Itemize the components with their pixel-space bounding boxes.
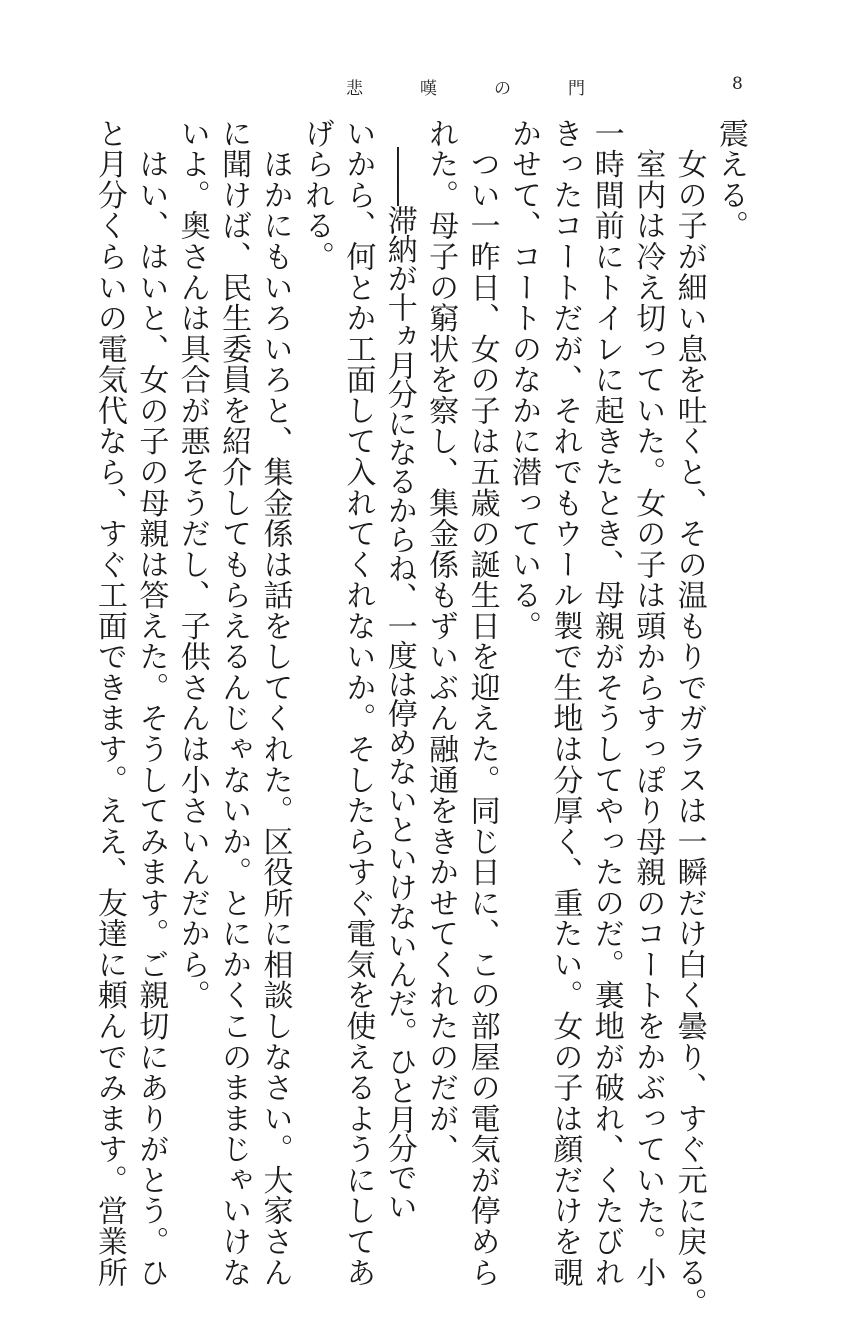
page-number: 8 xyxy=(732,74,743,94)
text-line: ――滞納が十ヵ月分になるからね、一度は停めないといけないんだ。ひと月分でい xyxy=(381,118,417,1220)
text-line: げられる。 xyxy=(298,118,334,272)
text-line: きったコートだが、それでもウール製で生地は分厚く、重たい。女の子は顔だけを覗 xyxy=(547,118,583,1288)
text-line: と月分くらいの電気代なら、すぐ工面できます。ええ、友達に頼んでみます。営業所 xyxy=(91,118,127,1288)
text-line: かせて、コートのなかに潜っている。 xyxy=(505,118,541,642)
text-line: はい、はいと、女の子の母親は答えた。そうしてみます。ご親切にありがとう。ひ xyxy=(133,118,169,1288)
text-line: 女の子が細い息を吐くと、その温もりでガラスは一瞬だけ白く曇り、すぐ元に戻る。 xyxy=(671,118,707,1318)
text-line: つい一昨日、女の子は五歳の誕生日を迎えた。同じ日に、この部屋の電気が停めら xyxy=(464,118,500,1288)
running-head-title: 悲 嘆 の 門 xyxy=(346,79,605,99)
body-text-column xyxy=(89,118,752,1318)
text-line: ほかにもいろいろと、集金係は話をしてくれた。区役所に相談しなさい。大家さん xyxy=(257,118,293,1288)
text-line: に聞けば、民生委員を紹介してもらえるんじゃないか。とにかくこのままじゃいけな xyxy=(216,118,252,1288)
text-line: いから、何とか工面して入れてくれないか。そしたらすぐ電気を使えるようにしてあ xyxy=(340,118,376,1288)
text-line: 一時間前にトイレに起きたとき、母親がそうしてやったのだ。裏地が破れ、くたびれ xyxy=(588,118,624,1288)
text-line: 震える。 xyxy=(713,118,748,242)
text-line: いよ。奥さんは具合が悪そうだし、子供さんは小さいんだから。 xyxy=(174,118,210,1011)
text-line: れた。母子の窮状を察し、集金係もずいぶん融通をきかせてくれたのだが、 xyxy=(423,118,459,1165)
text-line: 室内は冷え切っていた。女の子は頭からすっぽり母親のコートをかぶっていた。小 xyxy=(630,118,666,1288)
